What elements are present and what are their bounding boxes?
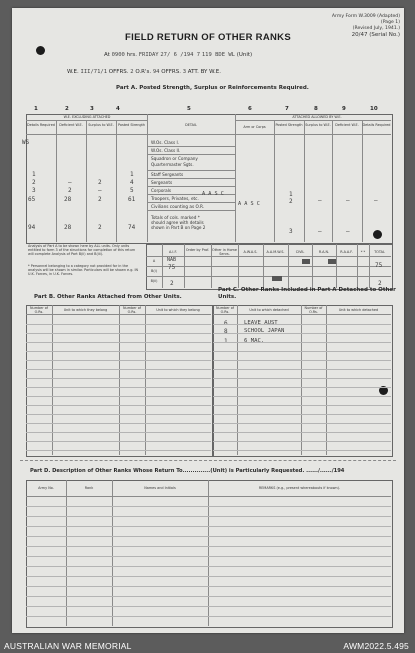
cell-value: 2	[32, 179, 36, 186]
tear-line	[20, 460, 396, 461]
part-c-col-header: Unit to which detached	[249, 308, 289, 312]
row-label: shown in Part B on Page 2	[151, 225, 206, 230]
cell-value: 28	[64, 196, 72, 203]
ruled-line	[26, 526, 391, 527]
row-label: W.Os. Class II.	[151, 148, 181, 153]
serial-number: 20/47 (Serial No.)	[351, 32, 400, 38]
cell-value: 1	[130, 171, 134, 178]
ruled-line	[26, 396, 211, 397]
col-number: 7	[285, 106, 289, 112]
part-b-title: Part B. Other Ranks Attached from Other Units.	[34, 294, 182, 300]
cell-value: 28	[64, 224, 72, 231]
cell-value: WS	[22, 139, 30, 146]
analysis-col-header: * *	[360, 250, 366, 254]
analysis-col-header: R.A.N.	[318, 250, 330, 254]
at-label: At	[104, 52, 110, 58]
grid-line	[208, 480, 209, 626]
ruled-line	[26, 333, 211, 334]
cell-value: –	[346, 197, 350, 204]
ruled-line	[26, 369, 211, 370]
attached-header: ATTACHED ALLOWED BY W.E.	[292, 115, 342, 119]
ruled-line	[26, 405, 211, 406]
cell-value: NAB	[167, 257, 177, 263]
we-value: III/71/1	[80, 69, 108, 75]
cell-value: 2	[98, 224, 102, 231]
grid-line	[369, 244, 370, 288]
ruled-line	[213, 450, 391, 451]
part-c-col-header: Number of O.Rs.	[216, 306, 234, 314]
part-c-col-header: Number of O.Rs.	[304, 306, 323, 314]
ruled-line	[26, 616, 391, 617]
hrs-label: hrs.	[126, 52, 137, 58]
analysis-col-header: A.W.A.S.	[243, 250, 258, 254]
ruled-line	[26, 432, 211, 433]
ruled-line	[213, 396, 391, 397]
ruled-line	[26, 566, 391, 567]
analysis-col-header: TOTAL	[374, 250, 385, 254]
grid-line	[274, 120, 275, 242]
row-label: Quartermaster Sgts.	[151, 162, 194, 167]
ruled-line	[213, 423, 391, 424]
cell-value: 74	[128, 224, 136, 231]
part-b-col-header: Unit to which they belong	[63, 308, 108, 312]
ruled-line	[26, 342, 211, 343]
analysis-col-header: A.I.F.	[169, 250, 177, 254]
ruled-line	[26, 506, 391, 507]
row-label: Staff Sergeants	[151, 172, 184, 177]
col-number: 6	[248, 106, 252, 112]
ruled-line	[213, 414, 391, 415]
arm-corps-header: Arm or Corps	[243, 125, 266, 129]
redaction-mark	[272, 276, 282, 281]
cell-value: 94	[28, 224, 36, 231]
grid-line	[116, 120, 117, 242]
analysis-col-header: Other in Home Servs.	[212, 248, 237, 256]
analysis-col-header: A.A.M.W.S.	[266, 250, 285, 254]
ruled-line	[26, 324, 211, 325]
archive-credit: AUSTRALIAN WAR MEMORIAL	[4, 641, 132, 651]
grid-line	[146, 266, 391, 267]
cell-value: –	[346, 228, 350, 235]
part-d-col-header: Rank	[84, 486, 94, 490]
grid-line	[147, 178, 235, 179]
form-page	[12, 8, 404, 633]
cell-value: 2	[170, 280, 174, 287]
cell-value: 2	[98, 179, 102, 186]
unit-label: (Unit)	[236, 52, 253, 58]
grid-line	[235, 114, 236, 242]
ruled-line	[26, 441, 211, 442]
form-title: FIELD RETURN OF OTHER RANKS	[125, 32, 291, 43]
cell-value: –	[318, 197, 322, 204]
cell-value: 1	[289, 191, 293, 198]
detached-unit: 6 MAC.	[244, 338, 265, 344]
part-c-table	[213, 305, 393, 457]
part-d-col-header: Army No.	[38, 486, 54, 490]
form-number: Army Form W.3009 (Adapted)	[331, 14, 400, 19]
cell-value: 4	[130, 179, 134, 186]
ruled-line	[26, 536, 391, 537]
part-d-col-header: Names and Initials	[144, 486, 176, 490]
analysis-row-label: A	[152, 259, 156, 263]
form-revision: (Revised July, 1941.)	[352, 26, 400, 31]
grid-line	[112, 480, 113, 626]
row-label: Troopers, Privates, etc.	[151, 196, 199, 201]
offrs-value: 2	[130, 69, 134, 75]
archive-reference: AWM2022.5.495	[343, 641, 409, 651]
detached-count: 6	[224, 320, 228, 327]
ruled-line	[26, 546, 391, 547]
ruled-line	[26, 606, 391, 607]
cell-value: 65	[28, 196, 36, 203]
att-posted-header: Posted Strength	[275, 123, 303, 127]
ruled-line	[213, 342, 391, 343]
ruled-line	[213, 378, 391, 379]
grid-line	[66, 480, 67, 626]
grid-line	[362, 120, 363, 242]
grid-line	[147, 210, 235, 211]
ruled-line	[26, 516, 391, 517]
ors-value: 94	[152, 69, 160, 75]
grid-line	[146, 276, 391, 277]
cell-value: 5	[130, 187, 134, 194]
detached-unit: LEAVE AUST	[244, 320, 278, 326]
grid-line	[86, 120, 87, 242]
grid-line	[26, 134, 391, 135]
ruled-line	[213, 333, 391, 334]
ruled-line	[26, 586, 391, 587]
att-required-header: Details Required	[362, 123, 391, 127]
cell-value: 75	[375, 262, 383, 269]
row-label: Civilians counting as O.R.	[151, 204, 205, 209]
analysis-footnote: * Personnel belonging to a category not provided for in the analysis will be shown in similar. Particulars will be shown e.g. IN U.K. Forces, in U.K. Forces.	[28, 264, 139, 277]
date-value: 27/ 6 /194 7	[160, 52, 201, 58]
unit-value: 119 BDE WL	[201, 52, 235, 58]
cell-value: 3	[289, 228, 293, 235]
ruled-line	[26, 387, 211, 388]
cell-value: 2	[289, 198, 293, 205]
we-excluding-header: W.E. EXCLUDING ATTACHED	[63, 115, 111, 119]
ruled-line	[213, 405, 391, 406]
deficient-header: Deficient W.E.	[59, 123, 83, 127]
we-label: W.E.	[67, 69, 79, 75]
cell-value: –	[318, 228, 322, 235]
ruled-line	[213, 387, 391, 388]
grid-line	[235, 120, 391, 121]
ruled-line	[213, 369, 391, 370]
header-line-2	[67, 69, 221, 75]
cell-value: 3	[32, 187, 36, 194]
cell-value: 61	[128, 196, 136, 203]
cell-value: 75	[168, 264, 176, 271]
cell-value: 1	[32, 171, 36, 178]
ruled-line	[26, 450, 211, 451]
redaction-mark	[302, 259, 310, 264]
att-value: 3	[182, 69, 187, 75]
att-deficient-header: Deficient W.E.	[335, 123, 359, 127]
row-label: Sergeants	[151, 180, 173, 185]
col-number: 9	[342, 106, 346, 112]
analysis-note: Analysis of Part A to be shown here by ALL units. Only units entitled to form 3 of the structions for completion of this return will complete Analysis of Part B(ii) and B(iii).	[28, 244, 136, 257]
detached-count: 8	[224, 328, 228, 335]
redaction-mark	[328, 259, 336, 264]
part-b-col-header: Number of O.Rs.	[123, 306, 141, 314]
cell-value: –	[68, 179, 72, 186]
grid-line	[146, 256, 391, 257]
ruled-line	[213, 441, 391, 442]
cell-value: –	[374, 197, 378, 204]
att-surplus-header: Surplus to W.E.	[305, 123, 331, 127]
offrs-label: OFFRS.	[108, 69, 129, 75]
part-d-col-header: REMARKS (e.g., present whereabouts if known).	[258, 486, 341, 490]
grid-line	[147, 186, 235, 187]
cell-value: 2	[68, 187, 72, 194]
col-number: 4	[116, 106, 120, 112]
ruled-line	[213, 360, 391, 361]
part-b-col-header: Unit to which they belong	[156, 308, 200, 312]
ruled-line	[26, 351, 211, 352]
cell-value: –	[98, 187, 102, 194]
analysis-col-header: R.A.A.F.	[340, 250, 353, 254]
cell-value: 2	[98, 196, 102, 203]
cell-value: A A S C	[202, 191, 224, 197]
details-required-header: Details Required	[27, 123, 55, 127]
detached-unit: SCHOOL JAPAN	[244, 328, 285, 334]
part-d-title: Part D. Description of Other Ranks Whose Return To..............(Unit) is Particularly Requested. ....../....../194	[30, 468, 345, 474]
att-label: ATT. BY W.E.	[187, 69, 221, 75]
day-value: FRIDAY	[138, 52, 159, 58]
grid-line	[213, 314, 391, 315]
grid-line	[332, 120, 333, 242]
part-a-title: Part A. Posted Strength, Surplus or Reinforcements Required.	[116, 85, 309, 91]
ruled-line	[213, 324, 391, 325]
time-value: 0900	[111, 52, 125, 58]
part-b-col-header: Number of O.Rs.	[30, 306, 48, 314]
analysis-col-header: Order by Prof.	[185, 248, 210, 252]
att-offrs-label: OFFRS.	[161, 69, 181, 75]
analysis-col-header: CIVIL	[295, 250, 305, 254]
row-label: Corporals	[151, 188, 172, 193]
grid-line	[304, 120, 305, 242]
ruled-line	[26, 556, 391, 557]
row-label: Totals of cols. marked *	[151, 215, 200, 220]
grid-line	[147, 170, 235, 171]
col-number: 1	[34, 106, 38, 112]
row-label: should agree with details	[151, 220, 204, 225]
ruled-line	[26, 576, 391, 577]
analysis-row-label: B(i)	[151, 269, 157, 273]
ruled-line	[26, 414, 211, 415]
surplus-header: Surplus to W.E.	[88, 123, 114, 127]
ruled-line	[26, 423, 211, 424]
grid-line	[147, 146, 235, 147]
cell-value: 2	[378, 280, 382, 287]
punch-hole	[36, 46, 45, 55]
col-number: 8	[314, 106, 318, 112]
detail-header: DETAIL	[185, 123, 197, 127]
grid-line	[56, 120, 57, 242]
ruled-line	[26, 596, 391, 597]
part-c-col-header: Unit to which detached	[338, 308, 379, 312]
col-number: 5	[187, 106, 191, 112]
row-label: W.Os. Class I.	[151, 140, 180, 145]
row-label: Squadron or Company	[151, 156, 198, 161]
part-c-title: Part C. Other Ranks Included in Part A Detached to Other Units.	[218, 287, 396, 300]
ors-label: O.R's.	[135, 69, 152, 75]
col-number: 3	[90, 106, 94, 112]
cell-value: A A S C	[238, 201, 260, 207]
col-number: 2	[65, 106, 69, 112]
grid-line	[147, 202, 235, 203]
detached-count: 1	[224, 338, 228, 345]
grid-line	[147, 154, 235, 155]
ruled-line	[213, 432, 391, 433]
header-line-1	[104, 52, 252, 58]
form-page-number: (Page 1)	[380, 20, 400, 25]
ruled-line	[26, 360, 211, 361]
analysis-row-label: B(ii)	[150, 279, 158, 283]
ruled-line	[26, 378, 211, 379]
ruled-line	[213, 351, 391, 352]
col-number: 10	[370, 106, 378, 112]
posted-strength-header: Posted Strength	[117, 123, 146, 127]
